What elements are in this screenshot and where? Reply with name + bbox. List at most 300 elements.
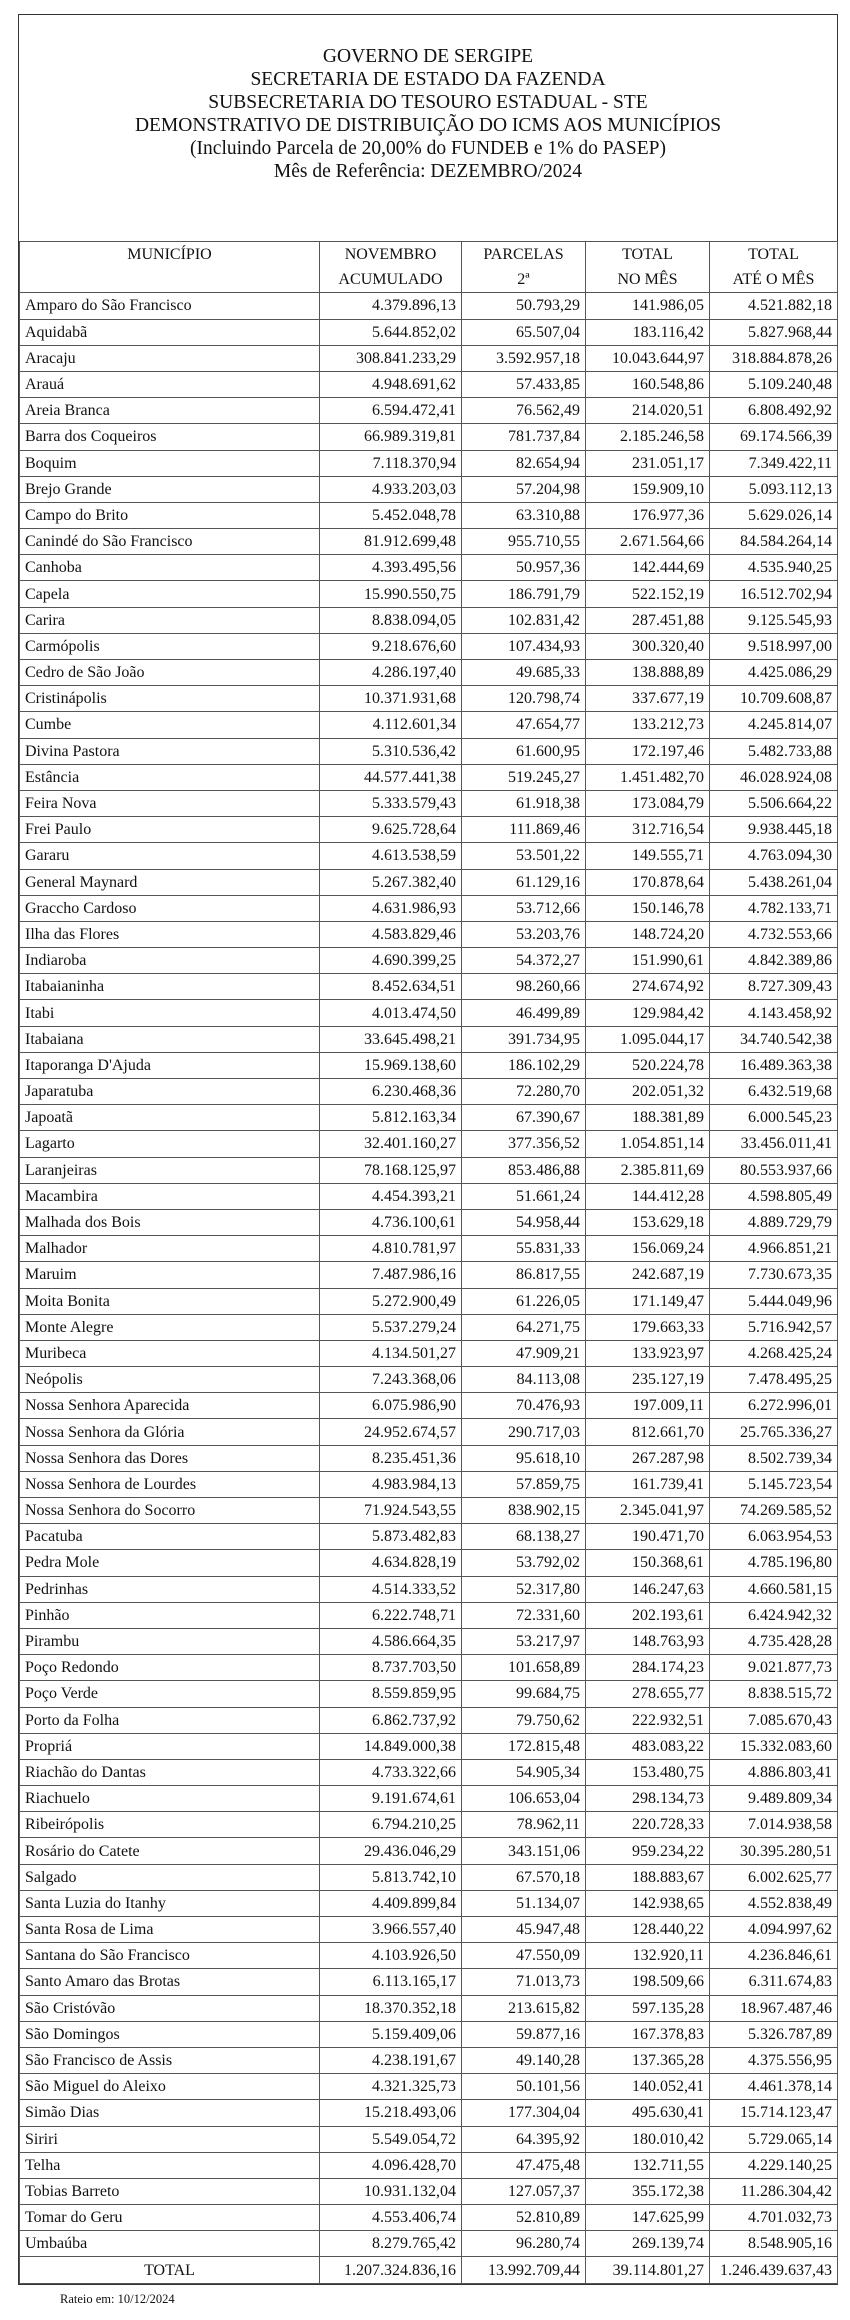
novembro-acumulado: 7.487.986,16 bbox=[320, 1262, 462, 1288]
parcela-2a: 391.734,95 bbox=[462, 1026, 586, 1052]
total-no-mes: 298.134,73 bbox=[586, 1786, 710, 1812]
novembro-acumulado: 5.549.054,72 bbox=[320, 2126, 462, 2152]
total-ate-o-mes: 16.489.363,38 bbox=[710, 1052, 838, 1078]
novembro-acumulado: 4.948.691,62 bbox=[320, 371, 462, 397]
total-ate-o-mes: 6.000.545,23 bbox=[710, 1105, 838, 1131]
municipality-name: Umbaúba bbox=[20, 2231, 320, 2257]
novembro-acumulado: 33.645.498,21 bbox=[320, 1026, 462, 1052]
total-no-mes: 959.234,22 bbox=[586, 1838, 710, 1864]
novembro-acumulado: 4.983.984,13 bbox=[320, 1471, 462, 1497]
parcela-2a: 127.057,37 bbox=[462, 2178, 586, 2204]
total-no-mes: 176.977,36 bbox=[586, 502, 710, 528]
municipality-name: Itabaianinha bbox=[20, 974, 320, 1000]
total-no-mes: 1.095.044,17 bbox=[586, 1026, 710, 1052]
parcela-2a: 53.501,22 bbox=[462, 843, 586, 869]
total-no-mes: 312.716,54 bbox=[586, 817, 710, 843]
total-no-mes: 355.172,38 bbox=[586, 2178, 710, 2204]
total-ate-o-mes: 4.236.846,61 bbox=[710, 1943, 838, 1969]
novembro-acumulado: 4.112.601,34 bbox=[320, 712, 462, 738]
parcela-2a: 98.260,66 bbox=[462, 974, 586, 1000]
total-ate-o-mes: 5.438.261,04 bbox=[710, 869, 838, 895]
total-no-mes: 10.043.644,97 bbox=[586, 345, 710, 371]
novembro-acumulado: 7.243.368,06 bbox=[320, 1367, 462, 1393]
municipality-name: São Cristóvão bbox=[20, 1995, 320, 2021]
total-ate-o-mes: 5.729.065,14 bbox=[710, 2126, 838, 2152]
table-row bbox=[20, 686, 838, 712]
total-no-mes: 147.625,99 bbox=[586, 2205, 710, 2231]
table-row bbox=[20, 1550, 838, 1576]
novembro-acumulado: 4.553.406,74 bbox=[320, 2205, 462, 2231]
total-ate-o-mes: 4.375.556,95 bbox=[710, 2047, 838, 2073]
novembro-acumulado: 6.075.986,90 bbox=[320, 1393, 462, 1419]
novembro-acumulado: 4.134.501,27 bbox=[320, 1340, 462, 1366]
parcela-2a: 54.958,44 bbox=[462, 1209, 586, 1235]
total-ate-o-mes: 7.349.422,11 bbox=[710, 450, 838, 476]
total-no-mes: 171.149,47 bbox=[586, 1288, 710, 1314]
total-no-mes: 287.451,88 bbox=[586, 607, 710, 633]
municipality-name: São Domingos bbox=[20, 2021, 320, 2047]
total-no-mes: 170.878,64 bbox=[586, 869, 710, 895]
table-row bbox=[20, 1707, 838, 1733]
novembro-acumulado: 6.113.165,17 bbox=[320, 1969, 462, 1995]
municipality-name: Estância bbox=[20, 764, 320, 790]
header-line: SUBSECRETARIA DO TESOURO ESTADUAL - STE bbox=[208, 92, 648, 113]
novembro-acumulado: 4.810.781,97 bbox=[320, 1236, 462, 1262]
total-ate-o-mes: 9.938.445,18 bbox=[710, 817, 838, 843]
total-ate-o-mes: 9.518.997,00 bbox=[710, 633, 838, 659]
novembro-acumulado: 4.379.896,13 bbox=[320, 293, 462, 319]
table-row bbox=[20, 1131, 838, 1157]
municipality-name: Riachão do Dantas bbox=[20, 1759, 320, 1785]
total-ate-o-mes: 74.269.585,52 bbox=[710, 1498, 838, 1524]
novembro-acumulado: 4.096.428,70 bbox=[320, 2152, 462, 2178]
total-ate-o-mes: 6.002.625,77 bbox=[710, 1864, 838, 1890]
parcela-2a: 106.653,04 bbox=[462, 1786, 586, 1812]
total-no-mes: 167.378,83 bbox=[586, 2021, 710, 2047]
municipality-name: Divina Pastora bbox=[20, 738, 320, 764]
total-ate-o-mes: 4.782.133,71 bbox=[710, 895, 838, 921]
novembro-acumulado: 8.737.703,50 bbox=[320, 1655, 462, 1681]
col-parcelas: PARCELAS bbox=[462, 242, 586, 268]
header-line: SECRETARIA DE ESTADO DA FAZENDA bbox=[250, 69, 606, 90]
table-row bbox=[20, 1026, 838, 1052]
novembro-acumulado: 4.586.664,35 bbox=[320, 1628, 462, 1654]
total-no-mes: 129.984,42 bbox=[586, 1000, 710, 1026]
parcela-2a: 67.390,67 bbox=[462, 1105, 586, 1131]
municipality-name: Frei Paulo bbox=[20, 817, 320, 843]
parcela-2a: 96.280,74 bbox=[462, 2231, 586, 2257]
table-row bbox=[20, 1393, 838, 1419]
total-ate-o-mes: 4.732.553,66 bbox=[710, 921, 838, 947]
municipality-name: Simão Dias bbox=[20, 2100, 320, 2126]
municipality-name: Pedra Mole bbox=[20, 1550, 320, 1576]
parcela-2a: 52.810,89 bbox=[462, 2205, 586, 2231]
total-ate-o-mes: 318.884.878,26 bbox=[710, 345, 838, 371]
novembro-acumulado: 78.168.125,97 bbox=[320, 1157, 462, 1183]
header-row-bottom bbox=[20, 267, 838, 293]
total-ate-o-mes: 4.521.882,18 bbox=[710, 293, 838, 319]
parcela-2a: 47.909,21 bbox=[462, 1340, 586, 1366]
municipality-name: Nossa Senhora das Dores bbox=[20, 1445, 320, 1471]
col-novembro: NOVEMBRO bbox=[320, 242, 462, 268]
total-ate-o-mes: 6.808.492,92 bbox=[710, 398, 838, 424]
table-row bbox=[20, 1209, 838, 1235]
municipality-name: Nossa Senhora de Lourdes bbox=[20, 1471, 320, 1497]
municipality-name: Moita Bonita bbox=[20, 1288, 320, 1314]
municipality-name: Muribeca bbox=[20, 1340, 320, 1366]
total-ate-o-mes: 4.842.389,86 bbox=[710, 948, 838, 974]
total-no-mes: 812.661,70 bbox=[586, 1419, 710, 1445]
total-row bbox=[20, 2257, 838, 2283]
total-ate-o-mes: 5.482.733,88 bbox=[710, 738, 838, 764]
total-ate-o-mes: 8.548.905,16 bbox=[710, 2231, 838, 2257]
total-ate-o-mes: 8.502.739,34 bbox=[710, 1445, 838, 1471]
municipality-name: Macambira bbox=[20, 1183, 320, 1209]
municipality-name: Japoatã bbox=[20, 1105, 320, 1131]
parcela-2a: 59.877,16 bbox=[462, 2021, 586, 2047]
municipality-name: Pacatuba bbox=[20, 1524, 320, 1550]
table-row bbox=[20, 529, 838, 555]
total-ate-o-mes: 6.272.996,01 bbox=[710, 1393, 838, 1419]
novembro-acumulado: 6.594.472,41 bbox=[320, 398, 462, 424]
total-no-mes: 141.986,05 bbox=[586, 293, 710, 319]
table-row bbox=[20, 555, 838, 581]
total-no-mes: 140.052,41 bbox=[586, 2074, 710, 2100]
total-no-mes: 242.687,19 bbox=[586, 1262, 710, 1288]
total-ate-o-mes: 8.838.515,72 bbox=[710, 1681, 838, 1707]
novembro-acumulado: 14.849.000,38 bbox=[320, 1733, 462, 1759]
parcela-2a: 213.615,82 bbox=[462, 1995, 586, 2021]
table-row bbox=[20, 1681, 838, 1707]
total-no-mes: 128.440,22 bbox=[586, 1917, 710, 1943]
parcela-2a: 61.226,05 bbox=[462, 1288, 586, 1314]
parcela-2a: 53.203,76 bbox=[462, 921, 586, 947]
total-ate-o-mes: 7.478.495,25 bbox=[710, 1367, 838, 1393]
novembro-acumulado: 81.912.699,48 bbox=[320, 529, 462, 555]
parcela-2a: 45.947,48 bbox=[462, 1917, 586, 1943]
novembro-acumulado: 4.690.399,25 bbox=[320, 948, 462, 974]
parcela-2a: 120.798,74 bbox=[462, 686, 586, 712]
novembro-acumulado: 66.989.319,81 bbox=[320, 424, 462, 450]
total-no-mes: 133.923,97 bbox=[586, 1340, 710, 1366]
novembro-acumulado: 5.333.579,43 bbox=[320, 790, 462, 816]
total-no-mes: 179.663,33 bbox=[586, 1314, 710, 1340]
table-row bbox=[20, 843, 838, 869]
parcela-2a: 95.618,10 bbox=[462, 1445, 586, 1471]
municipality-name: General Maynard bbox=[20, 869, 320, 895]
table-row bbox=[20, 1969, 838, 1995]
total-no-mes: 235.127,19 bbox=[586, 1367, 710, 1393]
total-no-mes: 188.381,89 bbox=[586, 1105, 710, 1131]
municipality-name: Salgado bbox=[20, 1864, 320, 1890]
parcela-2a: 3.592.957,18 bbox=[462, 345, 586, 371]
parcela-2a: 107.434,93 bbox=[462, 633, 586, 659]
total-no-mes: 132.920,11 bbox=[586, 1943, 710, 1969]
total-no-mes: 188.883,67 bbox=[586, 1864, 710, 1890]
parcela-2a: 377.356,52 bbox=[462, 1131, 586, 1157]
table-row bbox=[20, 974, 838, 1000]
total-no-mes: 300.320,40 bbox=[586, 633, 710, 659]
total-no-mes: 183.116,42 bbox=[586, 319, 710, 345]
total-no-mes: 202.193,61 bbox=[586, 1602, 710, 1628]
municipality-name: Siriri bbox=[20, 2126, 320, 2152]
novembro-acumulado: 5.813.742,10 bbox=[320, 1864, 462, 1890]
total-no-mes: 2.185.246,58 bbox=[586, 424, 710, 450]
total-ate-o-mes: 5.629.026,14 bbox=[710, 502, 838, 528]
total-ate-o-mes: 4.763.094,30 bbox=[710, 843, 838, 869]
parcela-2a: 781.737,84 bbox=[462, 424, 586, 450]
parcela-2a: 61.600,95 bbox=[462, 738, 586, 764]
total-ate-o-mes: 4.598.805,49 bbox=[710, 1183, 838, 1209]
table-row bbox=[20, 2047, 838, 2073]
municipality-name: Porto da Folha bbox=[20, 1707, 320, 1733]
parcela-2a: 54.905,34 bbox=[462, 1759, 586, 1785]
total-no-mes: 222.932,51 bbox=[586, 1707, 710, 1733]
table-row bbox=[20, 345, 838, 371]
municipality-name: Aquidabã bbox=[20, 319, 320, 345]
table-row bbox=[20, 398, 838, 424]
total-ate-o-mes: 4.268.425,24 bbox=[710, 1340, 838, 1366]
municipality-name: Cumbe bbox=[20, 712, 320, 738]
table-row bbox=[20, 1786, 838, 1812]
parcela-2a: 47.475,48 bbox=[462, 2152, 586, 2178]
total-no-mes: 214.020,51 bbox=[586, 398, 710, 424]
table-row bbox=[20, 1759, 838, 1785]
total-no-mes: 132.711,55 bbox=[586, 2152, 710, 2178]
novembro-acumulado: 4.514.333,52 bbox=[320, 1576, 462, 1602]
novembro-acumulado: 4.238.191,67 bbox=[320, 2047, 462, 2073]
novembro-acumulado: 8.235.451,36 bbox=[320, 1445, 462, 1471]
municipality-name: Santana do São Francisco bbox=[20, 1943, 320, 1969]
municipality-name: Canhoba bbox=[20, 555, 320, 581]
table-row bbox=[20, 2152, 838, 2178]
municipality-name: Areia Branca bbox=[20, 398, 320, 424]
municipality-name: Ilha das Flores bbox=[20, 921, 320, 947]
novembro-acumulado: 4.393.495,56 bbox=[320, 555, 462, 581]
parcela-2a: 50.793,29 bbox=[462, 293, 586, 319]
total-ate-o-mes: 4.461.378,14 bbox=[710, 2074, 838, 2100]
municipality-name: Gararu bbox=[20, 843, 320, 869]
parcela-2a: 61.918,38 bbox=[462, 790, 586, 816]
novembro-acumulado: 9.191.674,61 bbox=[320, 1786, 462, 1812]
municipality-name: Boquim bbox=[20, 450, 320, 476]
total-ate-o-mes: 5.827.968,44 bbox=[710, 319, 838, 345]
municipality-name: Canindé do São Francisco bbox=[20, 529, 320, 555]
total-ate-o-mes: 5.109.240,48 bbox=[710, 371, 838, 397]
parcela-2a: 49.685,33 bbox=[462, 660, 586, 686]
municipality-name: Graccho Cardoso bbox=[20, 895, 320, 921]
table-row bbox=[20, 1052, 838, 1078]
municipality-name: Campo do Brito bbox=[20, 502, 320, 528]
table-row bbox=[20, 1419, 838, 1445]
total-novembro: 1.207.324.836,16 bbox=[320, 2257, 462, 2283]
municipality-name: Monte Alegre bbox=[20, 1314, 320, 1340]
icms-distribution-report bbox=[18, 14, 838, 2285]
municipality-name: Japaratuba bbox=[20, 1079, 320, 1105]
table-row bbox=[20, 581, 838, 607]
municipality-name: Malhada dos Bois bbox=[20, 1209, 320, 1235]
table-row bbox=[20, 895, 838, 921]
parcela-2a: 52.317,80 bbox=[462, 1576, 586, 1602]
total-ate-o-mes: 7.085.670,43 bbox=[710, 1707, 838, 1733]
header-line: (Incluindo Parcela de 20,00% do FUNDEB e 1% do PASEP) bbox=[190, 138, 666, 159]
novembro-acumulado: 10.931.132,04 bbox=[320, 2178, 462, 2204]
novembro-acumulado: 4.103.926,50 bbox=[320, 1943, 462, 1969]
table-row bbox=[20, 1628, 838, 1654]
novembro-acumulado: 18.370.352,18 bbox=[320, 1995, 462, 2021]
municipality-name: Amparo do São Francisco bbox=[20, 293, 320, 319]
novembro-acumulado: 4.409.899,84 bbox=[320, 1890, 462, 1916]
total-no-mes: 150.146,78 bbox=[586, 895, 710, 921]
table-row bbox=[20, 1445, 838, 1471]
parcela-2a: 86.817,55 bbox=[462, 1262, 586, 1288]
parcela-2a: 57.204,98 bbox=[462, 476, 586, 502]
parcela-2a: 65.507,04 bbox=[462, 319, 586, 345]
table-row bbox=[20, 1890, 838, 1916]
total-ate-o-mes: 1.246.439.637,43 bbox=[710, 2257, 838, 2283]
col-acumulado: ACUMULADO bbox=[320, 267, 462, 293]
total-no-mes: 202.051,32 bbox=[586, 1079, 710, 1105]
total-no-mes: 133.212,73 bbox=[586, 712, 710, 738]
municipality-name: Riachuelo bbox=[20, 1786, 320, 1812]
total-no-mes: 146.247,63 bbox=[586, 1576, 710, 1602]
parcela-2a: 186.791,79 bbox=[462, 581, 586, 607]
municipality-name: Pinhão bbox=[20, 1602, 320, 1628]
col-total-ate: TOTAL bbox=[710, 242, 838, 268]
table-row bbox=[20, 1079, 838, 1105]
total-ate-o-mes: 6.063.954,53 bbox=[710, 1524, 838, 1550]
parcela-2a: 84.113,08 bbox=[462, 1367, 586, 1393]
total-ate-o-mes: 4.886.803,41 bbox=[710, 1759, 838, 1785]
table-row bbox=[20, 1288, 838, 1314]
total-no-mes: 1.054.851,14 bbox=[586, 1131, 710, 1157]
total-no-mes: 597.135,28 bbox=[586, 1995, 710, 2021]
parcela-2a: 53.792,02 bbox=[462, 1550, 586, 1576]
parcela-2a: 64.395,92 bbox=[462, 2126, 586, 2152]
total-ate-o-mes: 7.730.673,35 bbox=[710, 1262, 838, 1288]
total-ate-o-mes: 84.584.264,14 bbox=[710, 529, 838, 555]
table-row bbox=[20, 371, 838, 397]
total-ate-o-mes: 4.660.581,15 bbox=[710, 1576, 838, 1602]
table-row bbox=[20, 1183, 838, 1209]
total-no-mes: 284.174,23 bbox=[586, 1655, 710, 1681]
header-row-top bbox=[20, 242, 838, 268]
municipality-name: Itabaiana bbox=[20, 1026, 320, 1052]
total-ate-o-mes: 4.425.086,29 bbox=[710, 660, 838, 686]
parcela-2a: 47.654,77 bbox=[462, 712, 586, 738]
total-ate-o-mes: 5.145.723,54 bbox=[710, 1471, 838, 1497]
table-row bbox=[20, 2126, 838, 2152]
novembro-acumulado: 4.613.538,59 bbox=[320, 843, 462, 869]
report-header bbox=[19, 15, 837, 241]
parcela-2a: 101.658,89 bbox=[462, 1655, 586, 1681]
table-row bbox=[20, 1812, 838, 1838]
total-no-mes: 151.990,61 bbox=[586, 948, 710, 974]
table-row bbox=[20, 1524, 838, 1550]
total-ate-o-mes: 10.709.608,87 bbox=[710, 686, 838, 712]
total-no-mes: 142.444,69 bbox=[586, 555, 710, 581]
parcela-2a: 186.102,29 bbox=[462, 1052, 586, 1078]
table-row bbox=[20, 948, 838, 974]
parcela-2a: 79.750,62 bbox=[462, 1707, 586, 1733]
total-no-mes: 172.197,46 bbox=[586, 738, 710, 764]
novembro-acumulado: 4.013.474,50 bbox=[320, 1000, 462, 1026]
header-line: DEMONSTRATIVO DE DISTRIBUIÇÃO DO ICMS AOS MUNICÍPIOS bbox=[134, 115, 722, 136]
municipality-name: Maruim bbox=[20, 1262, 320, 1288]
total-ate-o-mes: 6.424.942,32 bbox=[710, 1602, 838, 1628]
parcela-2a: 51.134,07 bbox=[462, 1890, 586, 1916]
municipality-name: Rosário do Catete bbox=[20, 1838, 320, 1864]
novembro-acumulado: 4.634.828,19 bbox=[320, 1550, 462, 1576]
table-row bbox=[20, 869, 838, 895]
total-no-mes: 522.152,19 bbox=[586, 581, 710, 607]
total-ate-o-mes: 4.535.940,25 bbox=[710, 555, 838, 581]
novembro-acumulado: 44.577.441,38 bbox=[320, 764, 462, 790]
novembro-acumulado: 10.371.931,68 bbox=[320, 686, 462, 712]
novembro-acumulado: 8.452.634,51 bbox=[320, 974, 462, 1000]
parcela-2a: 853.486,88 bbox=[462, 1157, 586, 1183]
table-row bbox=[20, 1262, 838, 1288]
total-ate-o-mes: 4.966.851,21 bbox=[710, 1236, 838, 1262]
novembro-acumulado: 5.272.900,49 bbox=[320, 1288, 462, 1314]
novembro-acumulado: 9.218.676,60 bbox=[320, 633, 462, 659]
total-no-mes: 159.909,10 bbox=[586, 476, 710, 502]
total-ate-o-mes: 5.093.112,13 bbox=[710, 476, 838, 502]
total-no-mes: 1.451.482,70 bbox=[586, 764, 710, 790]
table-row bbox=[20, 607, 838, 633]
total-ate-o-mes: 33.456.011,41 bbox=[710, 1131, 838, 1157]
total-ate-o-mes: 4.094.997,62 bbox=[710, 1917, 838, 1943]
table-row bbox=[20, 1917, 838, 1943]
total-ate-o-mes: 5.444.049,96 bbox=[710, 1288, 838, 1314]
total-ate-o-mes: 4.552.838,49 bbox=[710, 1890, 838, 1916]
novembro-acumulado: 5.644.852,02 bbox=[320, 319, 462, 345]
table-row bbox=[20, 1655, 838, 1681]
parcela-2a: 50.957,36 bbox=[462, 555, 586, 581]
parcela-2a: 99.684,75 bbox=[462, 1681, 586, 1707]
total-no-mes: 144.412,28 bbox=[586, 1183, 710, 1209]
table-row bbox=[20, 1995, 838, 2021]
novembro-acumulado: 308.841.233,29 bbox=[320, 345, 462, 371]
parcela-2a: 67.570,18 bbox=[462, 1864, 586, 1890]
parcela-2a: 955.710,55 bbox=[462, 529, 586, 555]
total-ate-o-mes: 4.701.032,73 bbox=[710, 2205, 838, 2231]
novembro-acumulado: 5.452.048,78 bbox=[320, 502, 462, 528]
total-ate-o-mes: 15.332.083,60 bbox=[710, 1733, 838, 1759]
table-row bbox=[20, 293, 838, 319]
municipality-name: Nossa Senhora Aparecida bbox=[20, 1393, 320, 1419]
total-no-mes: 160.548,86 bbox=[586, 371, 710, 397]
total-ate-o-mes: 4.245.814,07 bbox=[710, 712, 838, 738]
municipality-name: São Miguel do Aleixo bbox=[20, 2074, 320, 2100]
total-no-mes: 173.084,79 bbox=[586, 790, 710, 816]
total-ate-o-mes: 4.229.140,25 bbox=[710, 2152, 838, 2178]
table-row bbox=[20, 1602, 838, 1628]
table-row bbox=[20, 502, 838, 528]
novembro-acumulado: 15.990.550,75 bbox=[320, 581, 462, 607]
total-no-mes: 337.677,19 bbox=[586, 686, 710, 712]
total-no-mes: 148.724,20 bbox=[586, 921, 710, 947]
table-row bbox=[20, 1498, 838, 1524]
total-ate-o-mes: 11.286.304,42 bbox=[710, 2178, 838, 2204]
parcela-2a: 61.129,16 bbox=[462, 869, 586, 895]
total-no-mes: 231.051,17 bbox=[586, 450, 710, 476]
total-ate-o-mes: 4.889.729,79 bbox=[710, 1209, 838, 1235]
novembro-acumulado: 32.401.160,27 bbox=[320, 1131, 462, 1157]
total-no-mes: 267.287,98 bbox=[586, 1445, 710, 1471]
table-row bbox=[20, 738, 838, 764]
municipality-name: Laranjeiras bbox=[20, 1157, 320, 1183]
